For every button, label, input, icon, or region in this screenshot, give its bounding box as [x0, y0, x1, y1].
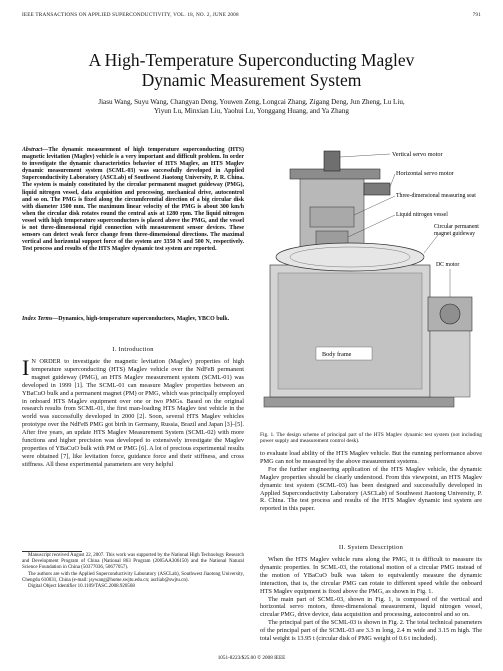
- running-head: [22, 12, 481, 18]
- title-line-1: A High-Temperature Superconducting Maglev: [88, 50, 415, 70]
- system-description-paragraph-1: When the HTS Maglev vehicle runs along the PMG, it is difficult to measure its dynamic properties. In SCML-03, the rotational motion of a circular PMG instead of the motion of YBaCuO bulk was taken to equivalently measure the dynamic interaction, that is, the circular PMG can rotate to different speed while the onboard HTS Maglev equipment is fixed above the PMG, as shown in Fig. 1.: [260, 556, 482, 595]
- abstract-label: Abstract—: [22, 147, 49, 153]
- authors-line-1: Jiasu Wang, Suyu Wang, Changyan Deng, Youwen Zeng, Longcai Zhang, Zigang Deng, Jun Zheng, Lu Liu,: [98, 98, 405, 106]
- footnote-doi: Digital Object Identifier 10.1109/TASC.2008.920568: [28, 584, 135, 590]
- leader-horizontal-servo: [390, 174, 395, 187]
- label-dc-motor: DC motor: [436, 262, 460, 268]
- authors-line-2: Yiyun Lu, Minxian Liu, Yaohui Lu, Yonggang Huang, and Ya Zhang: [154, 107, 349, 115]
- page-number: 791: [472, 12, 481, 18]
- introduction-text: N ORDER to investigate the magnetic levitation (Maglev) properties of high temperature superconducting (HTS) Maglev vehicle over the NdFeB permanent magnet guideway (PMG), an HTS Maglev measurement system (SCML-01) was developed in 1999 [1]. The SCML-01 can measure Maglev properties between an YBaCuO bulk and a permanent magnet (PM) or PMG, which was principally employed in onboard HTS Maglev equipment over one or two PMGs. Based on the original research results from SCML-01, the first man-loading HTS Maglev test vehicle in the world was successfully developed in 2000 [2]. Soon, several HTS Maglev vehicles prototype over the NdFeB PMG got birth in Germany, Russia, Brazil and Japan [3]–[5]. After five years, an update HTS Maglev Measurement System (SCML-02) with more functions and higher precision was developed to extensively investigate the Maglev properties of YBaCuO bulk with PM or PMG [6]. A lot of precious experimental results were obtained [7], like levitation force, guidance force and their stiffness, and cross stiffness. All these experimental parameters are very helpful: [22, 358, 244, 468]
- introduction-paragraph: [22, 355, 244, 469]
- index-terms-label: Index Terms—: [22, 316, 59, 322]
- section-heading-introduction: I. Introduction: [112, 346, 154, 353]
- author-list: [22, 98, 481, 116]
- footnote-affiliation: The authors are with the Applied Superconductivity Laboratory (ASCLab), Southwest Jiaotong University, Chengdu 610031, China (e-mail: jsywang@home.swjtu.edu.cn; ascliab@swjtu.cn).: [22, 571, 244, 583]
- section-heading-system-description: II. System Description: [338, 544, 404, 551]
- dc-motor-stand: [430, 331, 470, 397]
- system-description-body: [260, 556, 482, 643]
- dc-motor-hub: [440, 304, 460, 324]
- abstract-text: The dynamic measurement of high temperature superconducting (HTS) magnetic levitation (Maglev) vehicle is a very important and difficult problem. In order to investigate the dynamic characteristics behavior of HTS Maglev, an HTS Maglev dynamic measurement system (SCML-03) was successfully developed in Applied Superconductivity Laboratory (ASCLab) of Southwest Jiaotong University, P. R. China. The system is mainly constituted by the circular permanent magnet guideway (PMG), liquid nitrogen vessel, data acquisition and processing, mechanical drive, autocontrol and so on. The PMG is fixed along the circumferential direction of a big circular disk with diameter 1500 mm. The maximum linear velocity of the PMG is about 300 km/h when the circular disk rotates round the central axis at 1280 rpm. The liquid nitrogen vessel with high temperature superconductors is placed above the PMG, and the vessel is not three-dimensional rigid connection with measurement sensor devices. These sensors can detect weak force change from three-dimensional directions. The maximal vertical and horizontal support force of the system are 3350 N and 500 N, respectively. Test process and results of the HTS Maglev dynamic test system are reported.: [22, 147, 244, 253]
- leader-pmg: [424, 235, 438, 253]
- abstract: [22, 147, 244, 253]
- label-pmg-line-2: magnet guideway: [434, 231, 476, 237]
- label-pmg-line-1: Circular permanent: [434, 224, 479, 230]
- label-vertical-servo: Vertical servo motor: [392, 151, 443, 158]
- vertical-servo-motor-shape: [324, 151, 340, 171]
- index-terms: [22, 316, 244, 323]
- footnote-rule: [22, 551, 82, 552]
- system-description-paragraph-2: The main part of SCML-03, shown in Fig. 1, is composed of the vertical and horizontal servo motors, three-dimensional measurement, liquid nitrogen vessel, circular PMG, drive device, data acquisition and processing, autocontrol and so on.: [260, 595, 482, 619]
- paper-title: [22, 50, 481, 90]
- base-plate: [264, 397, 454, 407]
- label-body-frame: Body frame: [322, 351, 352, 358]
- footnote: [22, 553, 244, 590]
- body-frame-inner: [278, 273, 422, 389]
- figure-1: [260, 147, 482, 428]
- introduction-continuation: to evaluate load ability of the HTS Maglev vehicle. But the running performance above PMG can not be measured by the above measurement systems.: [260, 450, 482, 465]
- system-description-paragraph-3: The principal part of the SCML-03 is shown in Fig. 2. The total technical parameters of the principal part of the SCML-03 are 3.3 m long, 2.4 m wide and 3.15 m high. The total weight is 13.95 t (circular disk of PMG weight of 0.6 t included).: [260, 619, 482, 643]
- label-horizontal-servo: Horizontal servo motor: [396, 170, 454, 177]
- label-measuring-seat: Three-dimensional measuring seat: [396, 193, 476, 199]
- right-column-body: [260, 450, 482, 513]
- footnote-manuscript: Manuscript received August 22, 2007. This work was supported by the National High Technology Research and Development Program of China (National 863 Program (2005AA306150) and the National Natural Science Foundation in China (50377036, 50677057).: [22, 553, 244, 571]
- journal-name: IEEE TRANSACTIONS ON APPLIED SUPERCONDUCTIVITY, VOL. 18, NO. 2, JUNE 2008: [22, 12, 239, 18]
- page-footer: 1051-8223/$25.00 © 2008 IEEE: [217, 655, 286, 661]
- figure-1-drawing: [260, 147, 482, 428]
- introduction-body: [22, 355, 244, 469]
- introduction-paragraph-2: For the further engineering application of the HTS Maglev vehicle, the dynamic Maglev properties should be clearly understood. From this viewpoint, an HTS Maglev dynamic test system (SCML-03) has been designed and successfully developed in Applied Superconductivity Laboratory (ASCLab) of Southwest Jiaotong University, P. R. China. The test process and results of the HTS Maglev dynamic test system are reported in this paper.: [260, 465, 482, 513]
- horizontal-servo-motor-shape: [364, 183, 390, 195]
- figure-1-caption: Fig. 1. The design scheme of principal part of the HTS Maglev dynamic test system (not including power supply and measurement control desk).: [260, 432, 482, 445]
- label-ln-vessel: Liquid nitrogen vessel: [396, 212, 448, 218]
- index-terms-text: Dynamics, high-temperature superconductors, Maglev, YBCO bulk.: [58, 316, 230, 322]
- measuring-seat-shape: [310, 207, 354, 227]
- leader-vertical-servo: [340, 154, 390, 157]
- title-line-2: Dynamic Measurement System: [141, 70, 362, 90]
- drop-cap: I: [22, 355, 30, 380]
